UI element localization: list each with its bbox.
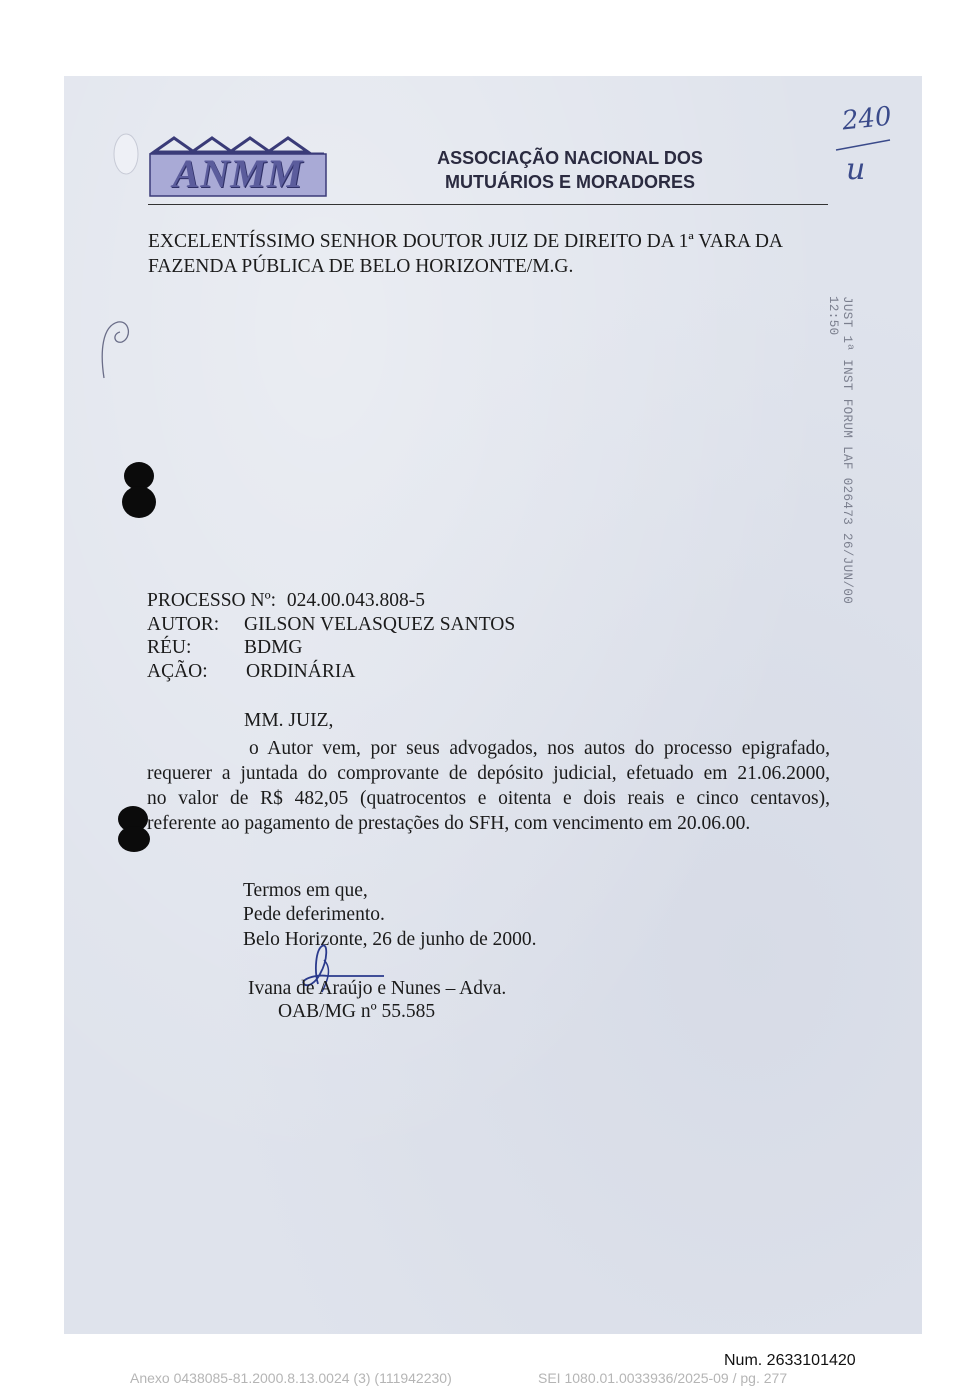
autor-row — [147, 614, 219, 636]
signer-name: Ivana de Araújo e Nunes – Adva. — [248, 978, 507, 999]
autor-label: AUTOR: — [147, 614, 220, 635]
processo-label: PROCESSO Nº: — [147, 590, 277, 611]
margin-smudge — [108, 128, 142, 188]
handwritten-folio: 240 — [840, 101, 894, 137]
reu-value: BDMG — [244, 637, 303, 658]
org-name-line2: MUTUÁRIOS E MORADORES — [444, 172, 695, 192]
header-divider — [148, 204, 828, 205]
petition-line1: o Autor vem, por seus advogados, nos autos do processo epigrafado, — [249, 738, 830, 759]
handwritten-margin-mark — [96, 312, 140, 382]
acao-label: AÇÃO: — [147, 661, 208, 682]
org-name-line1: ASSOCIAÇÃO NACIONAL DOS — [437, 148, 703, 168]
anmm-logo — [148, 134, 328, 198]
petition-line3: no valor de R$ 482,05 (quatrocentos e oitenta e dois reais e cinco centavos), — [147, 788, 830, 809]
addressee — [148, 229, 838, 279]
protocol-stamp: JUST 1ª INST FORUM LAF 026473 26/JUN/00 12:50 — [826, 296, 854, 605]
binder-hole-mark — [122, 486, 156, 518]
salutation: MM. JUIZ, — [244, 710, 334, 731]
petition-paragraph — [147, 736, 830, 836]
closing-line1: Termos em que, — [243, 880, 368, 901]
autor-value: GILSON VELASQUEZ SANTOS — [244, 614, 516, 635]
document-number: Num. 2633101420 — [724, 1352, 856, 1369]
acao-value: ORDINÁRIA — [246, 661, 356, 682]
annex-reference: Anexo 0438085-81.2000.8.13.0024 (3) (111942230) — [130, 1370, 452, 1386]
closing-line2: Pede deferimento. — [243, 904, 385, 925]
handwritten-initial: u — [846, 152, 866, 187]
petition-line2: requerer a juntada do comprovante de depósito judicial, efetuado em 21.06.2000, — [147, 763, 830, 784]
sei-reference: SEI 1080.01.0033936/2025-09 / pg. 277 — [538, 1370, 788, 1386]
petition-line4: referente ao pagamento de prestações do SFH, com vencimento em 20.06.00. — [147, 813, 751, 834]
addressee-line1: EXCELENTÍSSIMO SENHOR DOUTOR JUIZ DE DIREITO DA 1ª VARA DA — [148, 231, 783, 252]
processo-row — [147, 590, 425, 612]
binder-hole-mark — [118, 826, 150, 852]
organization-name — [400, 146, 740, 194]
addressee-line2: FAZENDA PÚBLICA DE BELO HORIZONTE/M.G. — [148, 256, 574, 277]
reu-label: RÉU: — [147, 637, 192, 658]
processo-value: 024.00.043.808-5 — [286, 590, 426, 611]
closing-date: Belo Horizonte, 26 de junho de 2000. — [243, 929, 537, 950]
logo-text: ANMM — [172, 151, 304, 196]
oab-number: OAB/MG nº 55.585 — [278, 1001, 436, 1022]
